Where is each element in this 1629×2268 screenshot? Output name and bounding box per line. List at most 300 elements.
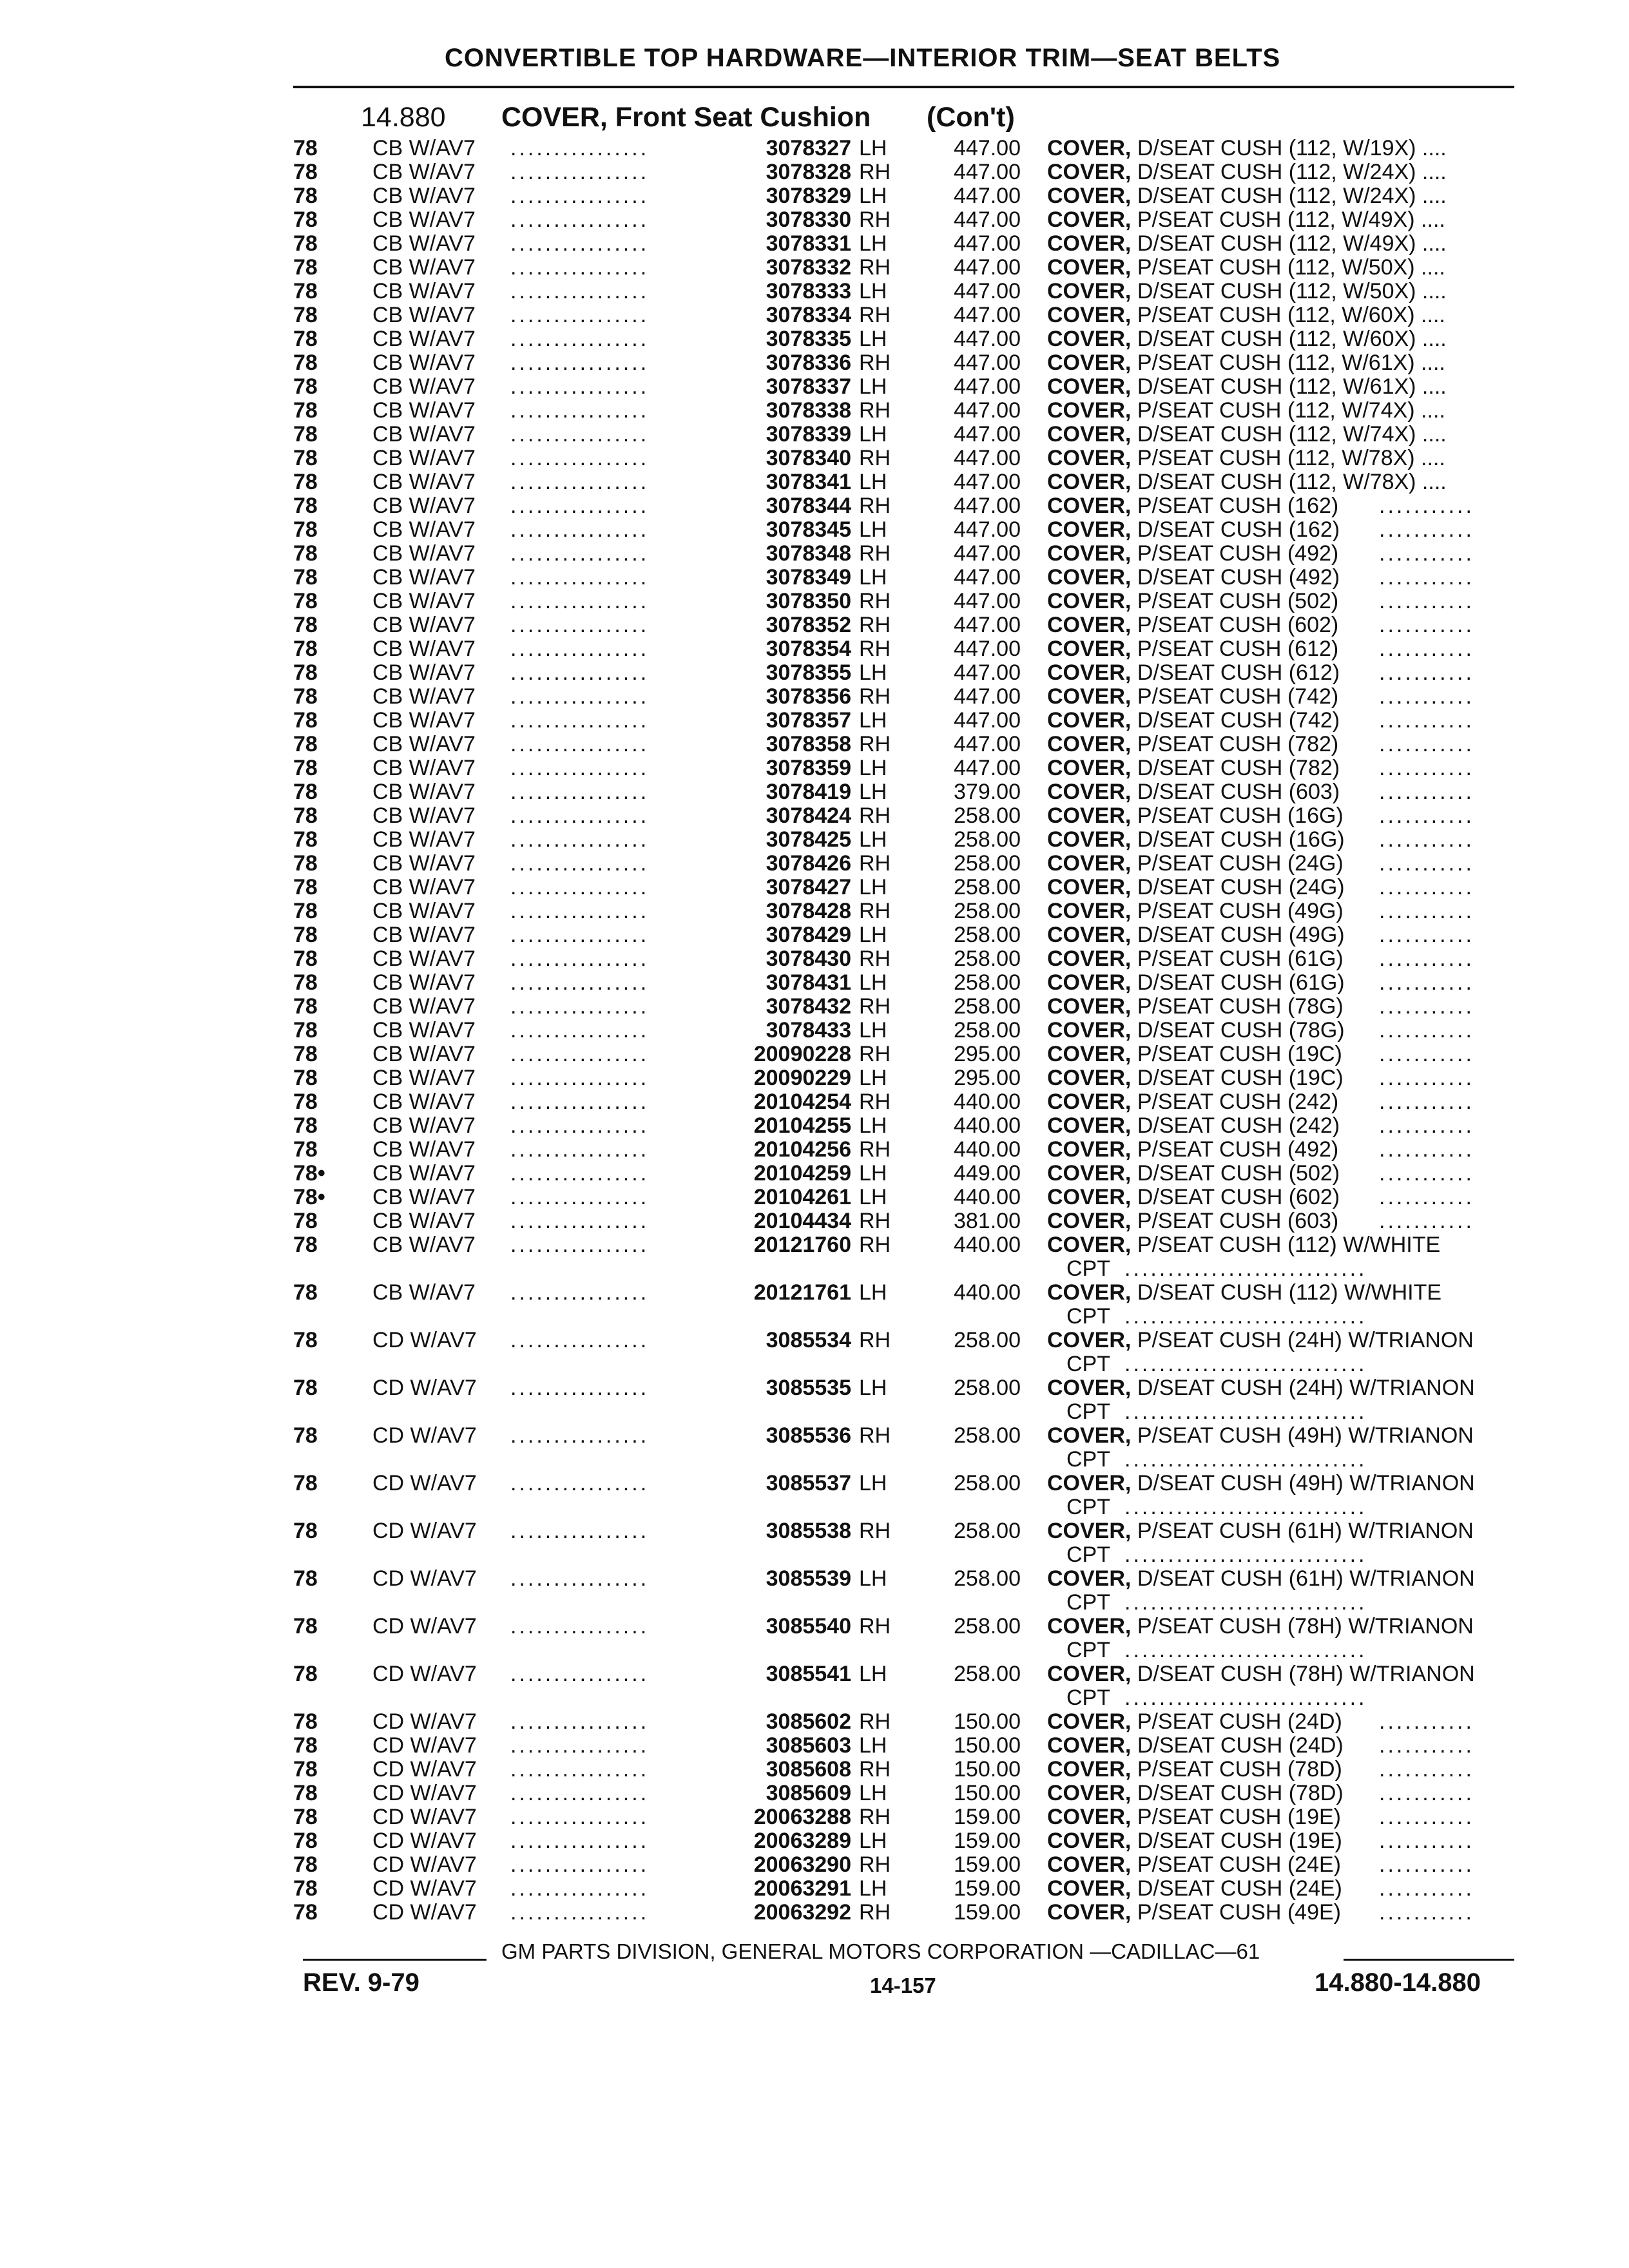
dot-leader: ............................ [1124,1400,1367,1424]
model-year: 78 [293,827,318,852]
part-number: 3085608 [766,1757,851,1782]
part-description [1047,613,1338,637]
dot-leader: ........... [1379,637,1474,661]
part-name: COVER, [1047,1733,1132,1758]
part-description [1047,637,1338,661]
part-name: COVER, [1047,660,1132,685]
part-name: COVER, [1047,470,1132,494]
dot-leader: ........... [1379,899,1474,923]
side-code: LH [859,1018,887,1043]
model-year: 78 [293,899,318,923]
side-code: RH [859,398,891,423]
model-code: CB W/AV7 [372,517,476,542]
part-description [1047,1114,1340,1138]
part-name: COVER, [1047,1018,1132,1043]
dot-leader: ................ [510,303,650,327]
part-name: COVER, [1047,1805,1132,1829]
side-code: RH [859,1519,891,1543]
part-description [1047,1233,1440,1257]
price-value: 258.00 [954,994,1021,1019]
table-row [0,1233,1629,1281]
model-code: CB W/AV7 [372,613,476,637]
model-year: 78 [293,780,318,804]
model-code: CD W/AV7 [372,1471,477,1495]
model-year: 78 [293,303,318,327]
table-row [0,1877,1629,1901]
dot-leader: ................ [510,1877,650,1901]
dot-leader: ........... [1379,1138,1474,1162]
dot-leader: ................ [510,1853,650,1877]
model-year: 78 [293,1805,318,1829]
model-year: 78 [293,875,318,899]
part-detail: P/SEAT CUSH (16G) [1137,803,1344,828]
side-code: RH [859,899,891,923]
part-description [1047,184,1447,208]
dot-leader: ................ [510,160,650,184]
part-number: 20090229 [753,1066,851,1090]
part-name: COVER, [1047,1829,1132,1853]
model-year: 78 [293,1876,318,1901]
model-year: 78 [293,1280,318,1305]
part-name: COVER, [1047,136,1132,160]
side-code: LH [859,923,887,947]
part-detail: P/SEAT CUSH (112, W/49X) .... [1137,207,1445,232]
price-value: 447.00 [954,684,1021,709]
model-year: 78 [293,1376,318,1400]
part-description [1047,852,1344,876]
part-detail: D/SEAT CUSH (16G) [1137,827,1345,852]
side-code: RH [859,1614,891,1639]
side-code: RH [859,303,891,327]
side-code: RH [859,1042,891,1066]
dot-leader: ........... [1379,1043,1474,1066]
model-year: 78 [293,398,318,423]
part-name: COVER, [1047,1328,1132,1352]
part-number: 3078348 [766,541,851,566]
part-name: COVER, [1047,1757,1132,1782]
price-value: 440.00 [954,1137,1021,1162]
table-row [0,1019,1629,1043]
price-value: 447.00 [954,303,1021,327]
model-year: 78 [293,1233,318,1257]
side-code: RH [859,947,891,971]
dot-leader: ................ [510,566,650,590]
part-number: 3078344 [766,494,851,518]
model-code: CB W/AV7 [372,207,476,232]
dot-leader: ................ [510,1829,650,1853]
part-number: 3085540 [766,1614,851,1639]
model-code: CB W/AV7 [372,541,476,566]
model-year: 78 [293,708,318,733]
price-value: 258.00 [954,1376,1021,1400]
model-code: CB W/AV7 [372,589,476,613]
side-code: LH [859,1066,887,1090]
part-description [1047,780,1340,804]
dot-leader: ........... [1379,1805,1474,1829]
part-name: COVER, [1047,1709,1132,1734]
dot-leader: ........... [1379,542,1474,566]
dot-leader: ........... [1379,590,1474,613]
part-detail: P/SEAT CUSH (24H) W/TRIANON [1137,1328,1474,1352]
part-description [1047,327,1447,351]
table-row [0,804,1629,828]
part-name: COVER, [1047,231,1132,256]
model-year: 78 [293,470,318,494]
table-row [0,327,1629,351]
model-code: CD W/AV7 [372,1876,477,1901]
dot-leader: ................ [510,1519,650,1543]
side-code: RH [859,1090,891,1114]
part-number: 3085541 [766,1662,851,1686]
part-description [1047,733,1338,756]
dot-leader: ................ [510,399,650,423]
table-row [0,447,1629,470]
part-description [1047,590,1338,613]
part-name: COVER, [1047,1137,1132,1162]
table-row [0,1710,1629,1734]
dot-leader: ........... [1379,1186,1474,1209]
model-code: CB W/AV7 [372,732,476,756]
side-code: LH [859,422,887,447]
part-number: 20063291 [753,1876,851,1901]
part-number: 3078426 [766,851,851,876]
part-number: 3085537 [766,1471,851,1495]
part-description [1047,1567,1475,1591]
price-value: 258.00 [954,923,1021,947]
dot-leader: ................ [510,1782,650,1805]
table-row [0,1090,1629,1114]
dot-leader: ................ [510,1734,650,1758]
part-number: 20104256 [753,1137,851,1162]
model-code: CB W/AV7 [372,1137,476,1162]
table-row [0,923,1629,947]
dot-leader: ........... [1379,1758,1474,1782]
side-code: RH [859,732,891,756]
dot-leader: ................ [510,1090,650,1114]
model-year: 78 [293,1113,318,1138]
side-code: LH [859,1471,887,1495]
dot-leader: ................ [510,1376,650,1400]
part-number: 3078424 [766,803,851,828]
part-detail: D/SEAT CUSH (162) [1137,517,1340,542]
table-row [0,1901,1629,1925]
section-range: 14.880-14.880 [1315,1968,1481,1997]
part-description [1047,1162,1340,1186]
part-detail: D/SEAT CUSH (24G) [1137,875,1345,899]
side-code: LH [859,374,887,399]
table-row [0,303,1629,327]
side-code: RH [859,207,891,232]
part-description [1047,208,1445,232]
part-number: 3078429 [766,923,851,947]
dot-leader: ................ [510,447,650,470]
model-year: 78 [293,231,318,256]
part-name: COVER, [1047,1376,1132,1400]
description-continued: CPT [1066,1304,1110,1329]
side-code: RH [859,994,891,1019]
part-name: COVER, [1047,1781,1132,1805]
part-number: 3085602 [766,1709,851,1734]
table-row [0,1066,1629,1090]
model-year: 78 [293,803,318,828]
model-code: CD W/AV7 [372,1805,477,1829]
part-number: 3078333 [766,279,851,303]
model-code: CD W/AV7 [372,1852,477,1877]
price-value: 159.00 [954,1900,1021,1925]
part-detail: P/SEAT CUSH (49H) W/TRIANON [1137,1423,1474,1448]
dot-leader: ........... [1379,566,1474,590]
part-description [1047,494,1338,518]
part-number: 20104434 [753,1209,851,1233]
dot-leader: ........... [1379,995,1474,1019]
part-number: 3078427 [766,875,851,899]
model-year: 78 [293,1829,318,1853]
table-row [0,423,1629,447]
table-row [0,1662,1629,1710]
part-name: COVER, [1047,923,1132,947]
price-value: 258.00 [954,1471,1021,1495]
part-detail: P/SEAT CUSH (782) [1137,732,1339,756]
price-value: 447.00 [954,637,1021,661]
dot-leader: ........... [1379,613,1474,637]
model-year: 78 [293,422,318,447]
dot-leader: ................ [510,1138,650,1162]
model-code: CD W/AV7 [372,1614,477,1639]
table-row [0,1043,1629,1066]
price-value: 258.00 [954,875,1021,899]
part-name: COVER, [1047,803,1132,828]
part-name: COVER, [1047,1662,1132,1686]
price-value: 447.00 [954,160,1021,184]
part-name: COVER, [1047,1423,1132,1448]
model-code: CD W/AV7 [372,1733,477,1758]
model-year: 78 [293,684,318,709]
part-description [1047,1710,1342,1734]
part-detail: P/SEAT CUSH (112, W/60X) .... [1137,303,1445,327]
part-number: 3078340 [766,446,851,470]
model-year: 78 [293,1090,318,1114]
dot-leader: ........... [1379,1019,1474,1043]
part-description [1047,1186,1340,1209]
price-value: 258.00 [954,947,1021,971]
model-code: CD W/AV7 [372,1757,477,1782]
part-name: COVER, [1047,160,1132,184]
model-code: CB W/AV7 [372,1161,476,1186]
price-value: 440.00 [954,1113,1021,1138]
part-name: COVER, [1047,637,1132,661]
part-description [1047,160,1447,184]
dot-leader: ................ [510,1424,650,1448]
price-value: 447.00 [954,136,1021,160]
dot-leader: ................ [510,280,650,303]
side-code: LH [859,327,887,351]
part-description [1047,303,1445,327]
description-continued: CPT [1066,1399,1110,1424]
model-year: 78 [293,160,318,184]
dot-leader: ................ [510,494,650,518]
side-code: RH [859,1757,891,1782]
side-code: RH [859,255,891,280]
table-row [0,399,1629,423]
price-value: 258.00 [954,851,1021,876]
part-number: 20121761 [753,1280,851,1305]
part-detail: D/SEAT CUSH (49G) [1137,923,1345,947]
part-detail: P/SEAT CUSH (24G) [1137,851,1344,876]
model-code: CD W/AV7 [372,1328,477,1352]
model-year: 78 [293,1757,318,1782]
section-title: COVER, Front Seat Cushion [501,102,871,133]
dot-leader: ................ [510,590,650,613]
model-year: 78 [293,446,318,470]
part-description [1047,1138,1338,1162]
side-code: RH [859,541,891,566]
table-row [0,518,1629,542]
part-detail: D/SEAT CUSH (78G) [1137,1018,1345,1043]
part-detail: D/SEAT CUSH (112) W/WHITE [1137,1280,1442,1305]
model-code: CD W/AV7 [372,1519,477,1543]
side-code: RH [859,684,891,709]
part-description [1047,995,1344,1019]
part-number: 3078336 [766,351,851,375]
part-number: 3085534 [766,1328,851,1352]
part-name: COVER, [1047,1161,1132,1186]
dot-leader: ................ [510,184,650,208]
part-name: COVER, [1047,565,1132,590]
price-value: 447.00 [954,231,1021,256]
part-description [1047,542,1338,566]
dot-leader: ........... [1379,1901,1474,1925]
side-code: LH [859,708,887,733]
part-detail: P/SEAT CUSH (603) [1137,1209,1339,1233]
description-continued: CPT [1066,1495,1110,1519]
side-code: LH [859,470,887,494]
price-value: 447.00 [954,446,1021,470]
side-code: LH [859,1376,887,1400]
part-number: 3078330 [766,207,851,232]
dot-leader: ................ [510,613,650,637]
dot-leader: ................ [510,804,650,828]
part-name: COVER, [1047,446,1132,470]
dot-leader: ........... [1379,1090,1474,1114]
dot-leader: ........... [1379,923,1474,947]
price-value: 150.00 [954,1709,1021,1734]
dot-leader: ........... [1379,1066,1474,1090]
part-name: COVER, [1047,827,1132,852]
model-code: CD W/AV7 [372,1566,477,1591]
table-row [0,733,1629,756]
dot-leader: ................ [510,1281,650,1305]
part-detail: D/SEAT CUSH (492) [1137,565,1340,590]
dot-leader: ........... [1379,1829,1474,1853]
part-number: 3078355 [766,660,851,685]
part-name: COVER, [1047,1519,1132,1543]
price-value: 159.00 [954,1852,1021,1877]
part-name: COVER, [1047,899,1132,923]
part-description [1047,1519,1474,1543]
part-number: 3078358 [766,732,851,756]
side-code: LH [859,756,887,780]
model-code: CB W/AV7 [372,351,476,375]
price-value: 447.00 [954,732,1021,756]
table-row [0,1615,1629,1662]
part-detail: D/SEAT CUSH (782) [1137,756,1340,780]
part-detail: P/SEAT CUSH (112, W/78X) .... [1137,446,1445,470]
side-code: RH [859,803,891,828]
side-code: RH [859,1328,891,1352]
side-code: LH [859,1829,887,1853]
part-description [1047,1877,1342,1901]
table-row [0,1138,1629,1162]
dot-leader: ................ [510,876,650,899]
part-detail: P/SEAT CUSH (24E) [1137,1852,1341,1877]
table-row [0,613,1629,637]
dot-leader: ................ [510,756,650,780]
model-year: 78 [293,279,318,303]
side-code: RH [859,446,891,470]
price-value: 447.00 [954,565,1021,590]
dot-leader: ................ [510,995,650,1019]
model-code: CB W/AV7 [372,470,476,494]
dot-leader: ................ [510,828,650,852]
dot-leader: ................ [510,1329,650,1352]
price-value: 379.00 [954,780,1021,804]
model-year: 78 [293,351,318,375]
part-description [1047,1376,1475,1400]
table-row [0,494,1629,518]
table-row [0,160,1629,184]
table-row [0,470,1629,494]
price-value: 447.00 [954,327,1021,351]
part-name: COVER, [1047,1852,1132,1877]
price-value: 258.00 [954,1614,1021,1639]
model-code: CD W/AV7 [372,1781,477,1805]
part-detail: D/SEAT CUSH (112, W/60X) .... [1137,327,1447,351]
dot-leader: ................ [510,137,650,160]
price-value: 447.00 [954,351,1021,375]
side-code: RH [859,1900,891,1925]
model-year: 78 [293,255,318,280]
part-detail: D/SEAT CUSH (603) [1137,780,1340,804]
part-name: COVER, [1047,970,1132,995]
part-detail: P/SEAT CUSH (502) [1137,589,1339,613]
part-number: 3078432 [766,994,851,1019]
footer-corporation: GM PARTS DIVISION, GENERAL MOTORS CORPORATION —CADILLAC—61 [501,1939,1260,1963]
dot-leader: ................ [510,1615,650,1639]
table-row [0,1114,1629,1138]
price-value: 447.00 [954,398,1021,423]
price-value: 449.00 [954,1161,1021,1186]
part-detail: D/SEAT CUSH (242) [1137,1113,1340,1138]
model-year: 78 [293,1519,318,1543]
dot-leader: ................ [510,1162,650,1186]
price-value: 447.00 [954,494,1021,518]
side-code: RH [859,1233,891,1257]
part-number: 3078428 [766,899,851,923]
price-value: 447.00 [954,660,1021,685]
part-name: COVER, [1047,422,1132,447]
model-year: 78 [293,207,318,232]
side-code: LH [859,1781,887,1805]
model-year: 78 [293,517,318,542]
model-year: 78 [293,1137,318,1162]
price-value: 447.00 [954,255,1021,280]
dot-leader: ................ [510,375,650,399]
model-year: 78 [293,1662,318,1686]
part-detail: D/SEAT CUSH (112, W/78X) .... [1137,470,1447,494]
part-detail: D/SEAT CUSH (112, W/50X) .... [1137,279,1447,303]
model-year: 78 [293,851,318,876]
part-name: COVER, [1047,517,1132,542]
